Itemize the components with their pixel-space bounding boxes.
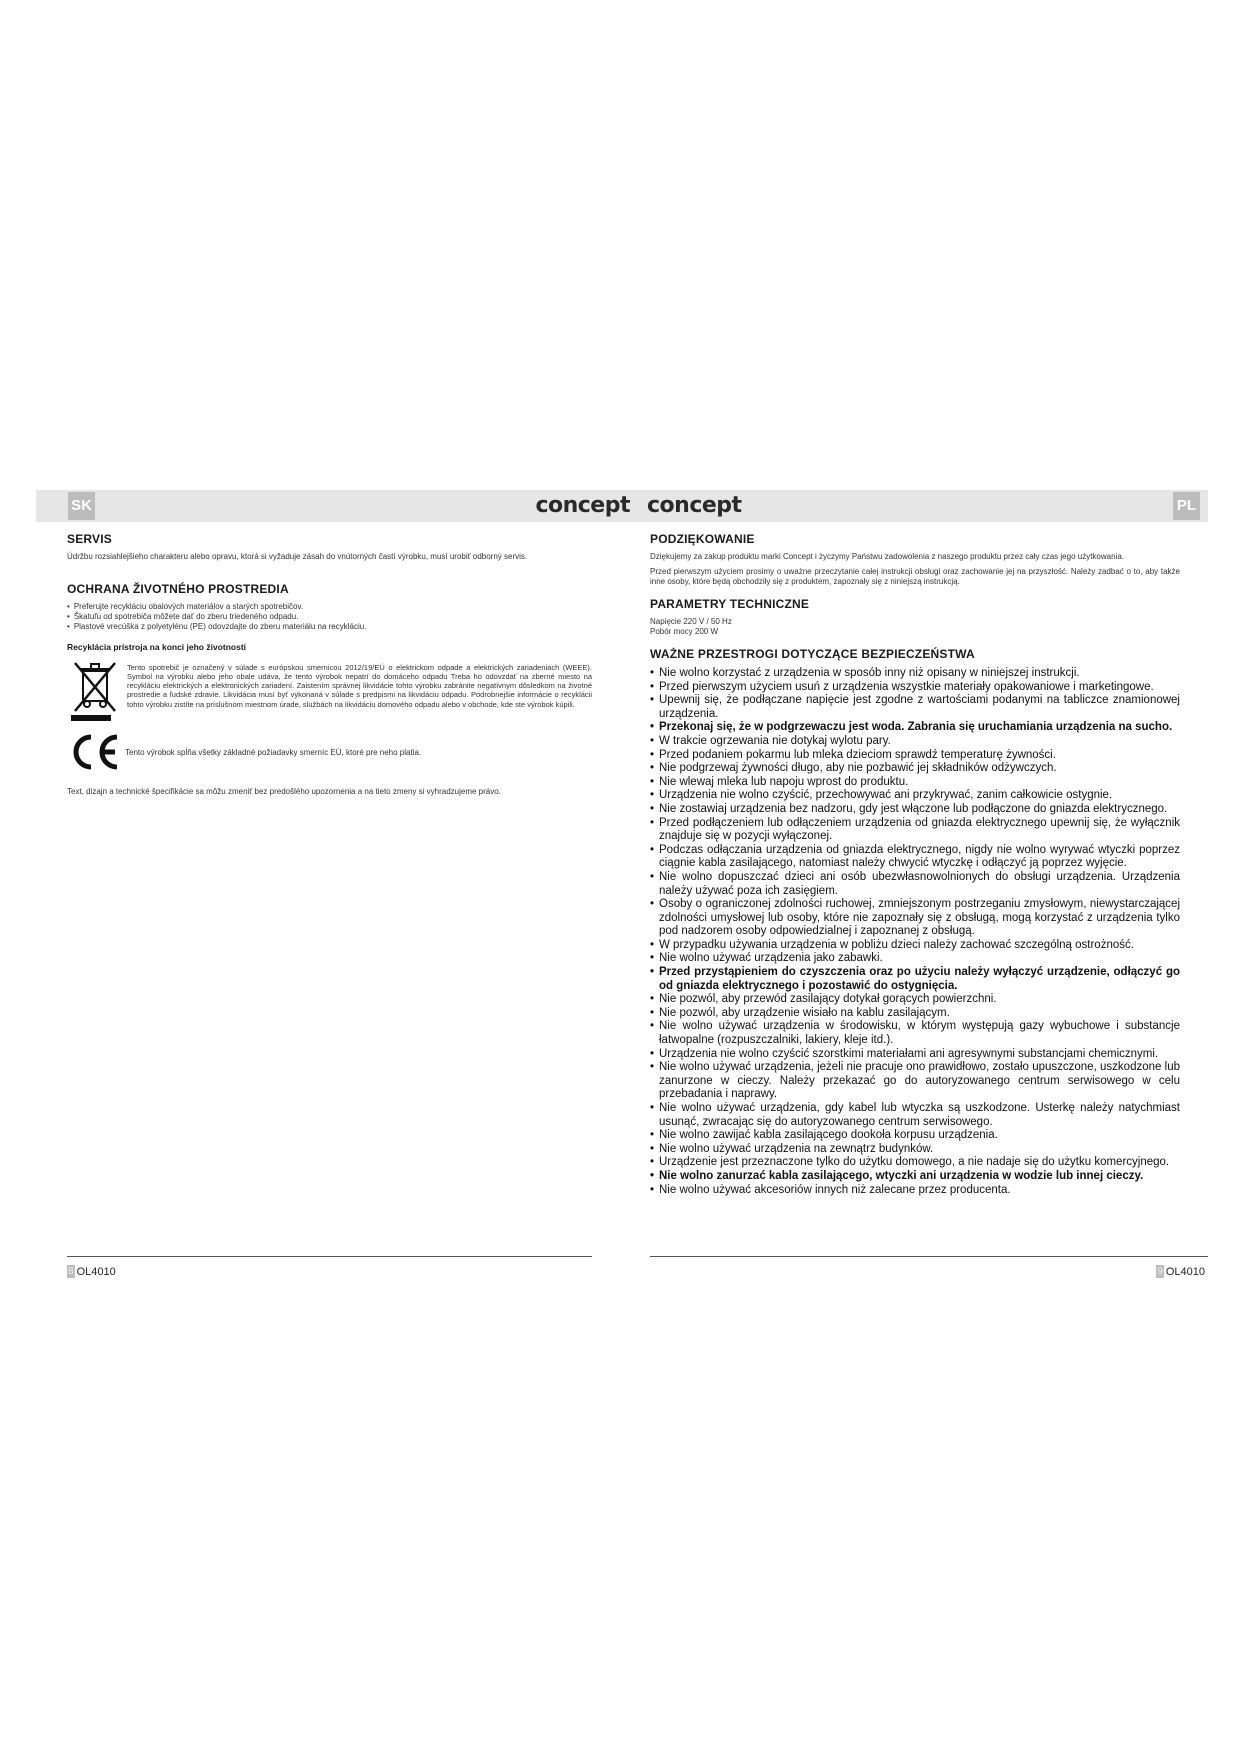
section-recycling xyxy=(67,642,592,796)
safety-item: • Przed przystąpieniem do czyszczenia oraz po użyciu należy wyłączyć urządzenie, odłączyć go od gniazda elektrycznego i pozostawić do ostygnięcia. xyxy=(650,966,1180,993)
section-safety xyxy=(650,647,1180,1197)
safety-item: • Nie wolno używać urządzenia, gdy kabel lub wtyczka są uszkodzone. Usterkę należy natychmiast usunąć, zwracając się do autoryzowanego centrum serwisowego. xyxy=(650,1102,1180,1129)
section-environment xyxy=(67,582,592,632)
footer-left xyxy=(67,1265,116,1278)
page-content xyxy=(67,532,592,804)
safety-item: • Nie wolno używać urządzenia, jeżeli nie pracuje ono prawidłowo, zostało upuszczone, uszkodzone lub zanurzone w cieczy. Należy przekazać go do autoryzowanego centrum serwisowego w celu przebadania i naprawy. xyxy=(650,1061,1180,1102)
safety-item: • Nie wolno dopuszczać dzieci ani osób ubezwłasnowolnionych do obsługi urządzenia. Urządzenia należy używać poza ich zasięgiem. xyxy=(650,871,1180,898)
power-value: Pobór mocy 200 W xyxy=(650,627,719,636)
footer-divider xyxy=(67,1256,592,1257)
recycling-text: Tento spotrebič je označený v súlade s európskou smernicou 2012/19/EÚ o elektrickom odpade a elektrických zariadeniach (WEEE). Symbol na výrobku alebo jeho obale udáva, že tento výrobok nepatrí do domáceho odpadu Treba ho odovzdať na zberné miesto na recykláciu elektrických a elektronických zariadení. Zaistením správnej likvidácie tohto výrobku zabránite negatívnym dôsledkom na životné prostredie a ľudské zdravie. Likvidácia musí byť vykonaná v súlade s predpismi na likvidáciu odpadu. Podrobnejšie informácie o recyklácii tohto výrobku zistíte na príslušnom miestnom úrade, službách na likvidáciu domového odpadu alebo v obchode, kde ste výrobok kúpili. xyxy=(127,662,592,709)
ce-mark-icon xyxy=(67,731,125,773)
safety-item: • Podczas odłączania urządzenia od gniazda elektrycznego, nigdy nie wolno wyrywać wtyczki poprzez ciągnie kabla zasilającego, natomiast należy chwycić wtyczkę i odłączyć ją poprzez wyjęcie. xyxy=(650,844,1180,871)
section-parameters xyxy=(650,597,1180,637)
model-number: OL4010 xyxy=(1165,1265,1205,1278)
safety-item: • Przekonaj się, że w podgrzewaczu jest woda. Zabrania się uruchamiania urządzenia na sucho. xyxy=(650,721,1180,735)
section-text: Údržbu rozsiahlejšieho charakteru alebo opravu, ktorá si vyžaduje zásah do vnútorných častí výrobku, musí urobiť odborný servis. xyxy=(67,552,528,561)
safety-item: • Przed podaniem pokarmu lub mleka dzieciom sprawdź temperaturę żywności. xyxy=(650,749,1180,763)
model-number: OL4010 xyxy=(76,1265,116,1278)
safety-item: • Nie podgrzewaj żywności długo, aby nie pozbawić jej składników odżywczych. xyxy=(650,762,1180,776)
brand-logo: concept xyxy=(535,493,630,518)
safety-item: • Nie wolno używać urządzenia jako zabawki. xyxy=(650,952,1180,966)
page-number: 8 xyxy=(68,1266,74,1277)
safety-item: • Urządzenia nie wolno czyścić, przechowywać ani przykrywać, zanim całkowicie ostygnie. xyxy=(650,789,1180,803)
header-bar xyxy=(36,490,641,522)
safety-item: • Nie wolno używać urządzenia na zewnątrz budynków. xyxy=(650,1143,1180,1157)
footer-divider xyxy=(650,1256,1208,1257)
safety-item: • Nie wolno zanurzać kabla zasilającego, wtyczki ani urządzenia w wodzie lub innej cieczy. xyxy=(650,1170,1180,1184)
safety-item: • W trakcie ogrzewania nie dotykaj wylotu pary. xyxy=(650,735,1180,749)
safety-item: • Urządzenia nie wolno czyścić szorstkimi materiałami ani agresywnymi substancjami chemicznymi. xyxy=(650,1048,1180,1062)
recycling-title: Recyklácia prístroja na konci jeho životnosti xyxy=(67,642,247,652)
page-pl xyxy=(640,490,1206,1290)
page-content xyxy=(650,532,1180,1197)
safety-item: • Nie wolno zawijać kabla zasilającego dookoła korpusu urządzenia. xyxy=(650,1129,1180,1143)
list-item: • Preferujte recykláciu obalových materiálov a starých spotrebičov. xyxy=(67,602,592,612)
language-tag: PL xyxy=(1173,492,1200,520)
section-title: PODZIĘKOWANIE xyxy=(650,532,755,546)
safety-item: • Upewnij się, że podłączane napięcie jest zgodne z wartościami podanymi na tabliczce znamionowej urządzenia. xyxy=(650,694,1180,721)
disclaimer-text: Text, dizajn a technické špecifikácie sa môžu zmeniť bez predošlého upozornenia a na tieto zmeny si vyhradzujeme právo. xyxy=(67,787,501,796)
footer-right xyxy=(1156,1265,1205,1278)
section-title: SERVIS xyxy=(67,532,112,546)
safety-item: • Nie pozwól, aby przewód zasilający dotykał gorących powierzchni. xyxy=(650,993,1180,1007)
page-sk xyxy=(40,490,655,1290)
voltage-value: Napięcie 220 V / 50 Hz xyxy=(650,617,732,626)
brand-logo: concept xyxy=(647,493,742,518)
ce-text: Tento výrobok spĺňa všetky základné požiadavky smerníc EÚ, ktoré pre neho platia. xyxy=(125,747,422,757)
safety-item: • Nie wolno korzystać z urządzenia w sposób inny niż opisany w niniejszej instrukcji. xyxy=(650,667,1180,681)
list-item: • Škatuľu od spotrebiča môžete dať do zberu triedeného odpadu. xyxy=(67,612,592,622)
section-title: WAŻNE PRZESTROGI DOTYCZĄCE BEZPIECZEŃSTWA xyxy=(650,647,975,661)
safety-item: • W przypadku używania urządzenia w pobliżu dzieci należy zachować szczególną ostrożność. xyxy=(650,939,1180,953)
safety-item: • Przed podłączeniem lub odłączeniem urządzenia od gniazda elektrycznego upewnij się, że wyłącznik znajduje się w pozycji wyłączonej. xyxy=(650,817,1180,844)
weee-bin-icon xyxy=(67,655,127,725)
safety-item: • Przed pierwszym użyciem usuń z urządzenia wszystkie materiały opakowaniowe i marketingowe. xyxy=(650,681,1180,695)
safety-list xyxy=(650,667,1180,1197)
language-tag: SK xyxy=(68,492,95,520)
section-text: Przed pierwszym użyciem prosimy o uważne przeczytanie całej instrukcji obsługi oraz zachowanie jej na przyszłość. Należy zadbać o to, aby także inne osoby, które będą obchodziły się z produktem, zapoznały się z niniejszą instrukcją. xyxy=(650,567,1180,586)
environment-list xyxy=(67,602,592,632)
safety-item: • Nie zostawiaj urządzenia bez nadzoru, gdy jest włączone lub podłączone do gniazda elektrycznego. xyxy=(650,803,1180,817)
header-bar xyxy=(640,490,1208,522)
section-title: PARAMETRY TECHNICZNE xyxy=(650,597,810,611)
page-number: 9 xyxy=(1157,1266,1163,1277)
safety-item: • Nie wlewaj mleka lub napoju wprost do produktu. xyxy=(650,776,1180,790)
section-servis xyxy=(67,532,592,562)
safety-item: • Nie wolno używać akcesoriów innych niż zalecane przez producenta. xyxy=(650,1184,1180,1198)
section-thanks xyxy=(650,532,1180,587)
safety-item: • Nie pozwól, aby urządzenie wisiało na kablu zasilającym. xyxy=(650,1007,1180,1021)
safety-item: • Osoby o ograniczonej zdolności ruchowej, zmniejszonym postrzeganiu zmysłowym, niewystarczającej zdolności umysłowej lub osoby, które nie zapoznały się z obsługą, mogą korzystać z urządzenia tylko pod nadzorem osoby odpowiedzialnej i zapoznanej z obsługą. xyxy=(650,898,1180,939)
safety-item: • Urządzenie jest przeznaczone tylko do użytku domowego, a nie nadaje się do użytku komercyjnego. xyxy=(650,1156,1180,1170)
list-item: • Plastové vrecúška z polyetylénu (PE) odovzdajte do zberu materiálu na recykláciu. xyxy=(67,622,592,632)
section-title: OCHRANA ŽIVOTNÉHO PROSTREDIA xyxy=(67,582,289,596)
safety-item: • Nie wolno używać urządzenia w środowisku, w którym występują gazy wybuchowe i substancje łatwopalne (rozpuszczalniki, lakiery, kleje itd.). xyxy=(650,1020,1180,1047)
section-text: Dziękujemy za zakup produktu marki Concept i życzymy Państwu zadowolenia z naszego produktu przez cały czas jego użytkowania. xyxy=(650,552,1124,561)
